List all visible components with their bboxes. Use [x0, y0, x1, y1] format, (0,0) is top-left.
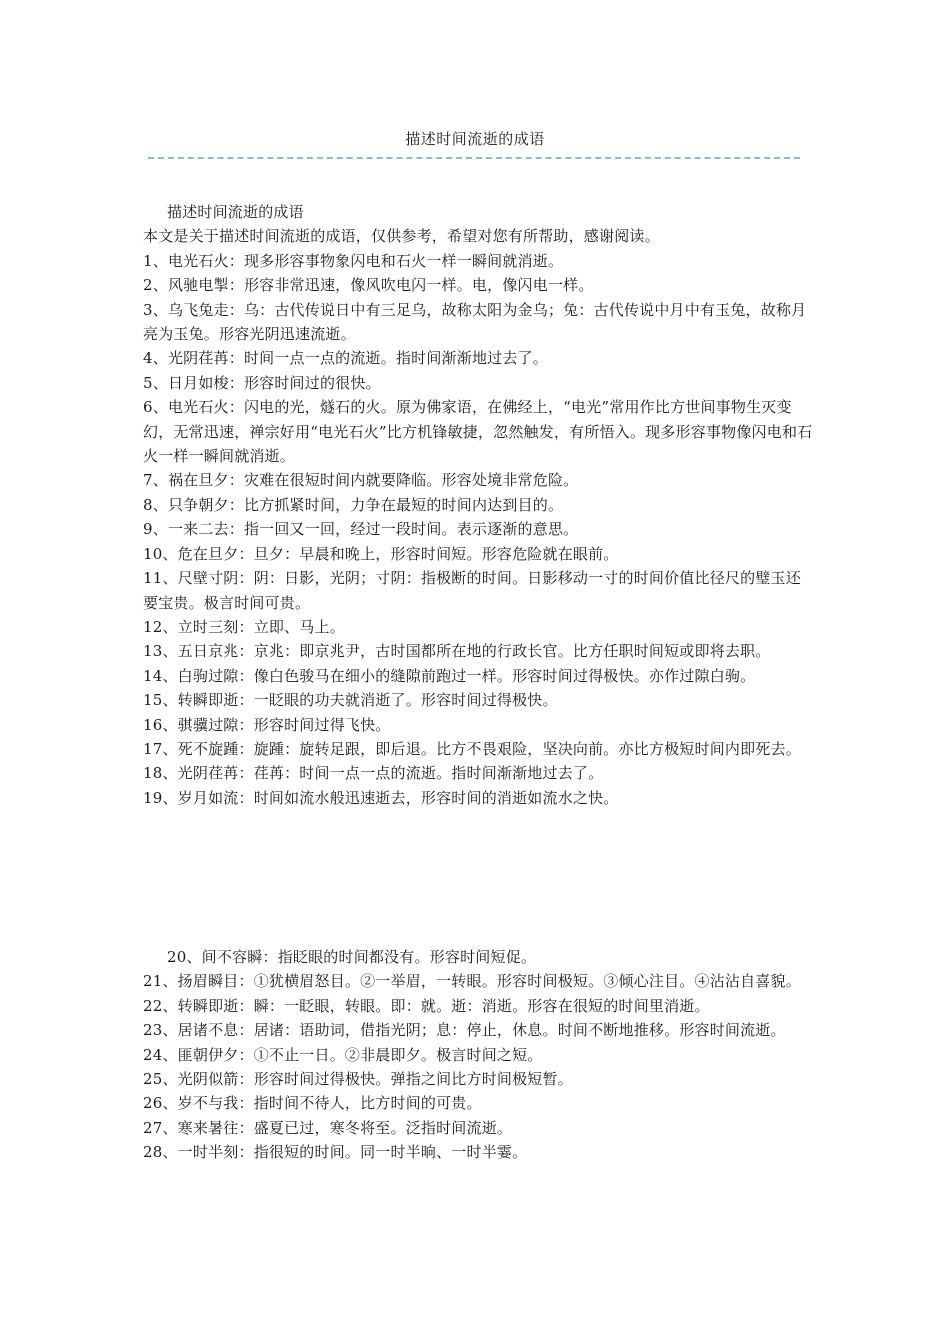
idiom-entry: 10、危在旦夕：旦夕：早晨和晚上，形容时间短。形容危险就在眼前。 — [143, 544, 619, 563]
title-divider — [148, 157, 800, 159]
idiom-entry: 22、转瞬即逝：瞬：一眨眼，转眼。即：就。逝：消逝。形容在很短的时间里消逝。 — [143, 996, 710, 1015]
intro-paragraph: 本文是关于描述时间流逝的成语，仅供参考，希望对您有所帮助，感谢阅读。 — [143, 227, 660, 246]
content-section-1 — [143, 200, 813, 810]
idiom-entry: 8、只争朝夕：比方抓紧时间，力争在最短的时间内达到目的。 — [143, 495, 564, 514]
idiom-entry: 13、五日京兆：京兆：即京兆尹，古时国都所在地的行政长官。比方任职时间短或即将去职。 — [143, 642, 771, 661]
idiom-entry: 1、电光石火：现多形容事物象闪电和石火一样一瞬间就消逝。 — [143, 251, 564, 270]
idiom-entry: 20、间不容瞬：指眨眼的时间都没有。形容时间短促。 — [167, 948, 537, 966]
idiom-entry: 21、扬眉瞬目：①犹横眉怒目。②一举眉，一转眼。形容时间极短。③倾心注目。④沾沾自喜貌。 — [143, 972, 801, 991]
idiom-entry: 27、寒来暑往：盛夏已过，寒冬将至。泛指时间流逝。 — [143, 1118, 513, 1137]
idiom-entry: 16、骐骥过隙：形容时间过得飞快。 — [143, 715, 391, 734]
idiom-entry: 7、祸在旦夕：灾难在很短时间内就要降临。形容处境非常危险。 — [143, 471, 579, 490]
idiom-entry: 3、乌飞兔走：乌：古代传说日中有三足乌，故称太阳为金乌；兔：古代传说中月中有玉兔，故称月亮为玉兔。形容光阴迅速流逝。 — [143, 300, 807, 344]
section-heading: 描述时间流逝的成语 — [167, 203, 304, 221]
idiom-entry: 12、立时三刻：立即、马上。 — [143, 617, 345, 636]
document-title: 描述时间流逝的成语 — [405, 130, 545, 148]
content-section-2 — [143, 945, 813, 1165]
idiom-entry: 18、光阴荏苒：荏苒：时间一点一点的流逝。指时间渐渐地过去了。 — [143, 764, 604, 783]
idiom-entry: 4、光阴荏苒：时间一点一点的流逝。指时间渐渐地过去了。 — [143, 349, 548, 368]
idiom-entry: 5、日月如梭：形容时间过的很快。 — [143, 373, 381, 392]
idiom-entry: 2、风驰电掣：形容非常迅速，像风吹电闪一样。电，像闪电一样。 — [143, 276, 594, 295]
idiom-entry: 14、白驹过隙：像白色骏马在细小的缝隙前跑过一样。形容时间过得极快。亦作过隙白驹。 — [143, 666, 756, 685]
idiom-entry: 9、一来二去：指一回又一回，经过一段时间。表示逐渐的意思。 — [143, 520, 579, 539]
idiom-entry: 24、匪朝伊夕：①不止一日。②非晨即夕。极言时间之短。 — [143, 1045, 543, 1064]
idiom-entry: 15、转瞬即逝：一眨眼的功夫就消逝了。形容时间过得极快。 — [143, 691, 558, 710]
idiom-entry: 26、岁不与我：指时间不待人，比方时间的可贵。 — [143, 1094, 482, 1113]
idiom-entry: 6、电光石火：闪电的光，燧石的火。原为佛家语，在佛经上，“电光”常用作比方世间事物生灭变幻，无常迅速，禅宗好用“电光石火”比方机锋敏捷，忽然触发，有所悟入。现多形容事物像闪电和石火一样一瞬间就消逝。 — [143, 398, 813, 466]
idiom-entry: 11、尺壁寸阴：阴：日影，光阴；寸阴：指极断的时间。日影移动一寸的时间价值比径尺的璧玉还要宝贵。极言时间可贵。 — [143, 569, 801, 612]
idiom-entry: 23、居诸不息：居诸：语助词，借指光阴；息：停止，休息。时间不断地推移。形容时间流逝。 — [143, 1021, 786, 1040]
idiom-entry: 28、一时半刻：指很短的时间。同一时半晌、一时半霎。 — [143, 1143, 528, 1162]
idiom-entry: 17、死不旋踵：旋踵：旋转足跟，即后退。比方不畏艰险，坚决向前。亦比方极短时间内即死去。 — [143, 739, 801, 758]
idiom-entry: 25、光阴似箭：形容时间过得极快。弹指之间比方时间极短暂。 — [143, 1070, 573, 1089]
idiom-entry: 19、岁月如流：时间如流水般迅速逝去，形容时间的消逝如流水之快。 — [143, 788, 619, 807]
